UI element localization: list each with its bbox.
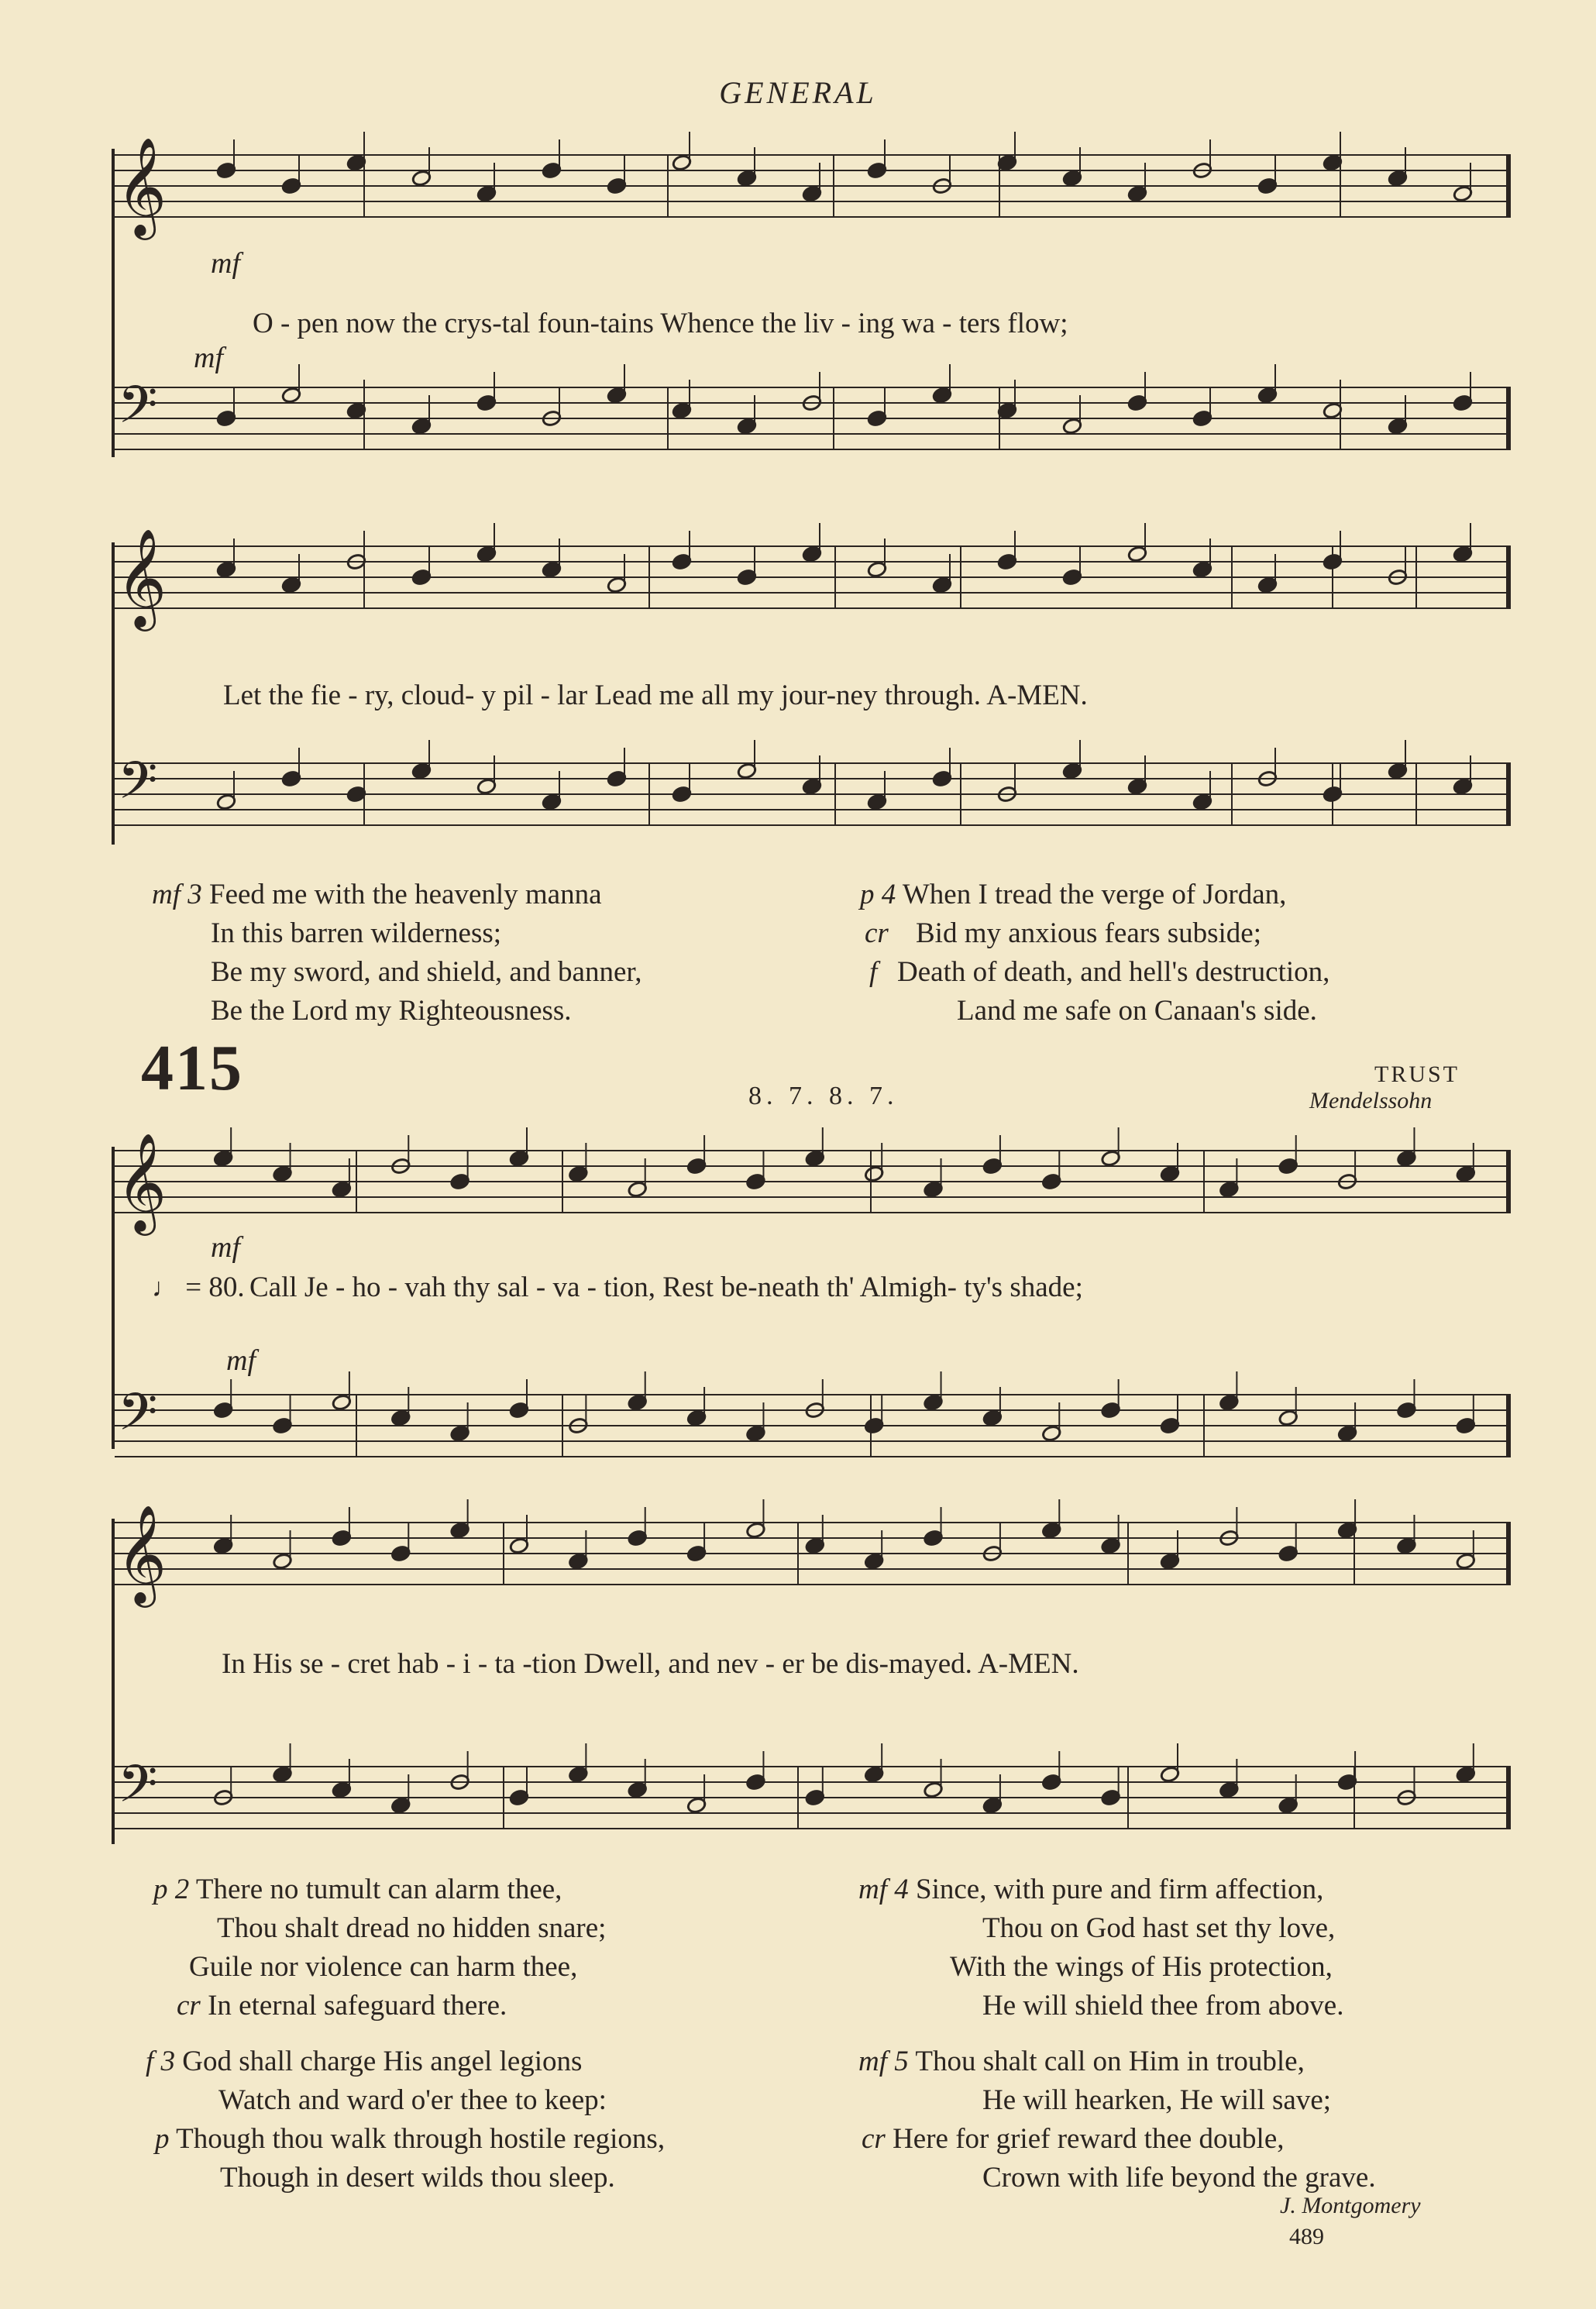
verse-marker: p 2 [153,1874,190,1905]
verse-marker: cr [862,2123,886,2155]
final-bar [1506,763,1511,825]
verse-3 [146,2042,665,2197]
final-bar [1506,1395,1511,1457]
page-header: GENERAL [719,75,877,110]
verse-line: Crown with life beyond the grave. [982,2162,1376,2194]
verse-line: Here for grief reward thee double, [893,2123,1285,2155]
treble-clef-icon: 𝄞 [116,1132,167,1231]
verse-line: God shall charge His angel legions [182,2046,583,2077]
final-bar [1506,1767,1511,1829]
tune-name: TRUST [1374,1062,1460,1087]
dynamic-mark: mf [211,1231,240,1264]
treble-clef-icon: 𝄞 [116,1504,167,1603]
half-note-icon: ♩ [152,1274,178,1302]
verse-line: With the wings of His protection, [950,1951,1333,1983]
final-bar [1506,546,1511,608]
verse-3 [152,876,641,1031]
verse-marker: mf 4 [858,1874,909,1905]
final-bar [1506,387,1511,449]
final-bar [1506,155,1511,217]
verse-line: Be my sword, and shield, and banner, [211,956,642,988]
treble-clef-icon: 𝄞 [116,136,167,236]
verse-line: Thou shalt dread no hidden snare; [217,1912,607,1944]
hymn-meter: 8. 7. 8. 7. [748,1082,899,1110]
verse-line: Thou shalt call on Him in trouble, [915,2046,1305,2077]
verse-line: Feed me with the heavenly manna [209,879,602,910]
lyric-line: Let the fie - ry, cloud- y pil - lar Lead me all my jour-ney through. A-MEN. [223,680,1088,711]
bass-clef-icon: 𝄢 [118,1754,158,1826]
verse-line: When I tread the verge of Jordan, [902,879,1287,910]
verse-marker: f 3 [146,2046,176,2077]
verse-marker: p [155,2123,170,2155]
treble-clef-icon: 𝄞 [116,528,167,627]
verse-marker: p 4 [860,879,896,910]
lyric-line: Call Je - ho - vah thy sal - va - tion, Rest be-neath th' Almigh- ty's shade; [249,1271,1083,1303]
verse-line: Since, with pure and firm affection, [916,1874,1324,1905]
verse-line: There no tumult can alarm thee, [195,1874,562,1905]
verse-line: Thou on God hast set thy love, [982,1912,1336,1944]
lyric-line: In His se - cret hab - i - ta -tion Dwell, and nev - er be dis-mayed. A-MEN. [222,1648,1079,1680]
dynamic-mark: mf [194,342,223,374]
verse-line: Be the Lord my Righteousness. [211,995,572,1027]
verse-line: Though in desert wilds thou sleep. [220,2162,615,2194]
verse-2 [153,1870,606,2025]
hymn-number: 415 [141,1032,243,1104]
final-bar [1506,1151,1511,1213]
lyric-line: O - pen now the crys-tal foun-tains Whence the liv - ing wa - ters flow; [253,308,1068,339]
verse-marker: cr [865,917,889,949]
bass-clef-icon: 𝄢 [118,1382,158,1454]
verse-marker: f [869,956,878,988]
verse-line: Bid my anxious fears subside; [916,917,1262,949]
verse-4 [860,876,1329,1031]
verse-line: Guile nor violence can harm thee, [189,1951,578,1983]
verse-line: Death of death, and hell's destruction, [897,956,1330,988]
verse-line: He will hearken, He will save; [982,2084,1332,2116]
tempo-value: = 80. [185,1271,245,1303]
verse-line: Land me safe on Canaan's side. [957,995,1317,1027]
bass-clef-icon: 𝄢 [118,751,158,823]
verse-5 [858,2042,1376,2197]
dynamic-mark: mf [226,1344,256,1377]
author: J. Montgomery [1280,2193,1421,2218]
verse-line: In eternal safeguard there. [208,1990,507,2022]
dynamic-mark: mf [211,247,240,280]
tempo-mark [152,1271,245,1304]
verse-marker: mf 3 [152,879,202,910]
verse-line: Watch and ward o'er thee to keep: [218,2084,607,2116]
final-bar [1506,1523,1511,1585]
verse-line: He will shield thee from above. [982,1990,1344,2022]
verse-line: Though thou walk through hostile regions, [176,2123,666,2155]
page-number: 489 [1289,2224,1324,2249]
bass-clef-icon: 𝄢 [118,375,158,447]
verse-4 [858,1870,1343,2025]
verse-marker: mf 5 [858,2046,909,2077]
composer: Mendelssohn [1309,1088,1433,1113]
verse-line: In this barren wilderness; [211,917,502,949]
verse-marker: cr [177,1990,201,2022]
